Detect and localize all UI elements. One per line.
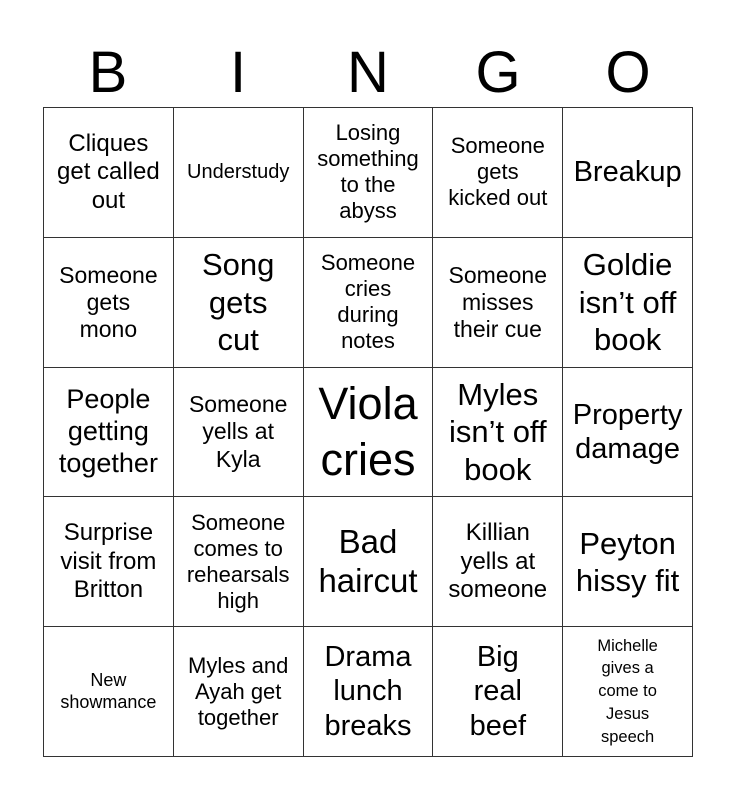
bingo-header bbox=[43, 40, 693, 106]
header-letter-g: G bbox=[475, 40, 521, 105]
bingo-cell[interactable]: Drama lunch breaks bbox=[304, 627, 434, 757]
bingo-cell-free-space[interactable]: Viola cries bbox=[304, 368, 434, 498]
bingo-cell[interactable]: Understudy bbox=[174, 108, 304, 238]
bingo-cell[interactable]: Bad haircut bbox=[304, 497, 434, 627]
header-letter-i: I bbox=[229, 40, 247, 105]
bingo-cell[interactable]: Surprise visit from Britton bbox=[44, 497, 174, 627]
header-letter-n: N bbox=[347, 40, 389, 105]
bingo-cell[interactable]: Killian yells at someone bbox=[433, 497, 563, 627]
bingo-cell[interactable]: Cliques get called out bbox=[44, 108, 174, 238]
bingo-cell[interactable]: Someone yells at Kyla bbox=[174, 368, 304, 498]
bingo-cell[interactable]: Breakup bbox=[563, 108, 693, 238]
bingo-cell[interactable]: Big real beef bbox=[433, 627, 563, 757]
bingo-cell[interactable]: Losing something to the abyss bbox=[304, 108, 434, 238]
bingo-cell[interactable]: Goldie isn’t off book bbox=[563, 238, 693, 368]
bingo-cell[interactable]: Myles isn’t off book bbox=[433, 368, 563, 498]
bingo-cell[interactable]: Michelle gives a come to Jesus speech bbox=[563, 627, 693, 757]
bingo-cell[interactable]: Property damage bbox=[563, 368, 693, 498]
header-letter-o: O bbox=[605, 40, 651, 105]
header-letter-b: B bbox=[88, 40, 128, 105]
bingo-cell[interactable]: Someone misses their cue bbox=[433, 238, 563, 368]
bingo-board bbox=[43, 107, 693, 757]
bingo-cell[interactable]: Myles and Ayah get together bbox=[174, 627, 304, 757]
bingo-cell[interactable]: People getting together bbox=[44, 368, 174, 498]
bingo-cell[interactable]: Peyton hissy fit bbox=[563, 497, 693, 627]
bingo-cell[interactable]: Someone comes to rehearsals high bbox=[174, 497, 304, 627]
bingo-cell[interactable]: Someone gets kicked out bbox=[433, 108, 563, 238]
bingo-cell[interactable]: New showmance bbox=[44, 627, 174, 757]
bingo-cell[interactable]: Song gets cut bbox=[174, 238, 304, 368]
bingo-cell[interactable]: Someone gets mono bbox=[44, 238, 174, 368]
bingo-cell[interactable]: Someone cries during notes bbox=[304, 238, 434, 368]
